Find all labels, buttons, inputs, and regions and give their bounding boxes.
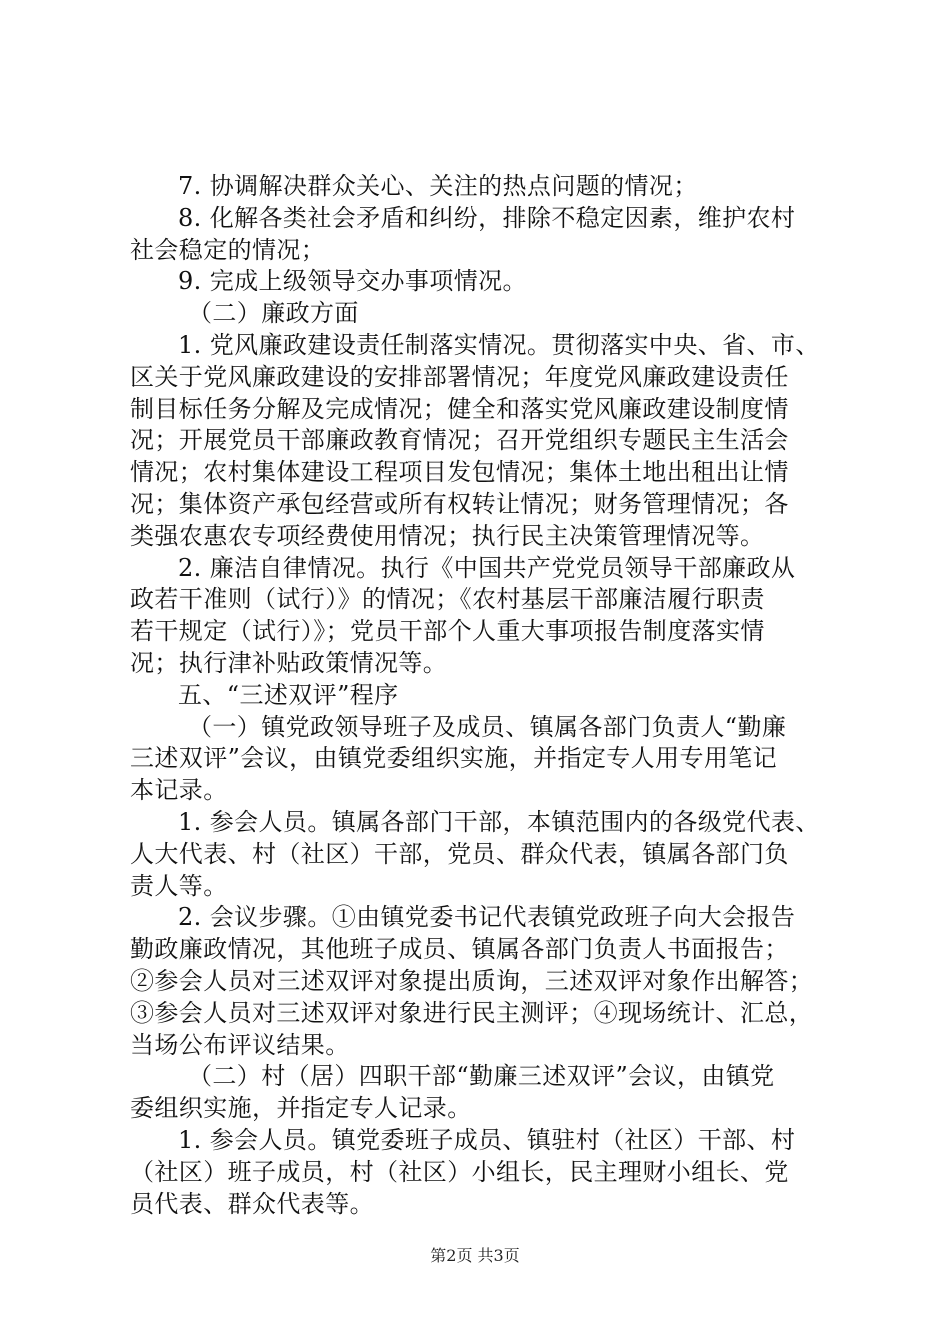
text-line: 责人等。 [130, 871, 228, 900]
text-line: 三述双评”会议，由镇党委组织实施，并指定专人用专用笔记 [130, 744, 778, 773]
text-line: 况；开展党员干部廉政教育情况；召开党组织专题民主生活会 [130, 426, 789, 455]
text-line: 类强农惠农专项经费使用情况；执行民主决策管理情况等。 [130, 521, 765, 550]
text-line: 1. 党风廉政建设责任制落实情况。贯彻落实中央、省、市、 [178, 330, 820, 359]
text-line: 况；集体资产承包经营或所有权转让情况；财务管理情况；各 [130, 489, 789, 518]
text-line: 委组织实施，并指定专人记录。 [130, 1094, 472, 1123]
text-line: 1. 参会人员。镇属各部门干部，本镇范围内的各级党代表、 [178, 807, 820, 836]
text-line: 9. 完成上级领导交办事项情况。 [178, 267, 527, 296]
text-line: 8. 化解各类社会矛盾和纠纷，排除不稳定因素，维护农村 [178, 203, 796, 232]
text-line: ③参会人员对三述双评对象进行民主测评；④现场统计、汇总， [130, 998, 814, 1027]
text-line: （二）村（居）四职干部“勤廉三述双评”会议，由镇党 [188, 1062, 775, 1091]
text-line: 员代表、群众代表等。 [130, 1189, 374, 1218]
text-line: 1. 参会人员。镇党委班子成员、镇驻村（社区）干部、村 [178, 1125, 796, 1154]
text-line: 社会稳定的情况； [130, 235, 326, 264]
text-line: ②参会人员对三述双评对象提出质询，三述双评对象作出解答； [130, 966, 814, 995]
text-line: 政若干准则（试行）》的情况；《农村基层干部廉洁履行职责 [130, 585, 765, 614]
text-line: 若干规定（试行）》；党员干部个人重大事项报告制度落实情 [130, 617, 765, 646]
text-line: 区关于党风廉政建设的安排部署情况；年度党风廉政建设责任 [130, 362, 789, 391]
text-line: 2. 廉洁自律情况。执行《中国共产党党员领导干部廉政从 [178, 553, 796, 582]
page-footer: 第2页 共3页 [430, 1246, 520, 1265]
text-line: 勤政廉政情况，其他班子成员、镇属各部门负责人书面报告； [130, 935, 789, 964]
section-heading: （二）廉政方面 [188, 299, 359, 328]
section-heading: 五、“三述双评”程序 [178, 680, 399, 709]
document-body [130, 171, 830, 1220]
text-line: 7. 协调解决群众关心、关注的热点问题的情况； [178, 172, 698, 200]
text-line: （社区）班子成员，村（社区）小组长，民主理财小组长、党 [130, 1157, 789, 1186]
text-line: 情况；农村集体建设工程项目发包情况；集体土地出租出让情 [130, 458, 789, 487]
text-line: （一）镇党政领导班子及成员、镇属各部门负责人“勤廉 [188, 712, 787, 741]
text-line: 本记录。 [130, 776, 228, 805]
text-line: 制目标任务分解及完成情况；健全和落实党风廉政建设制度情 [130, 394, 789, 423]
text-line: 2. 会议步骤。①由镇党委书记代表镇党政班子向大会报告 [178, 903, 796, 932]
text-line: 人大代表、村（社区）干部，党员、群众代表，镇属各部门负 [130, 839, 789, 868]
text-line: 况；执行津补贴政策情况等。 [130, 648, 448, 677]
text-line: 当场公布评议结果。 [130, 1030, 350, 1059]
